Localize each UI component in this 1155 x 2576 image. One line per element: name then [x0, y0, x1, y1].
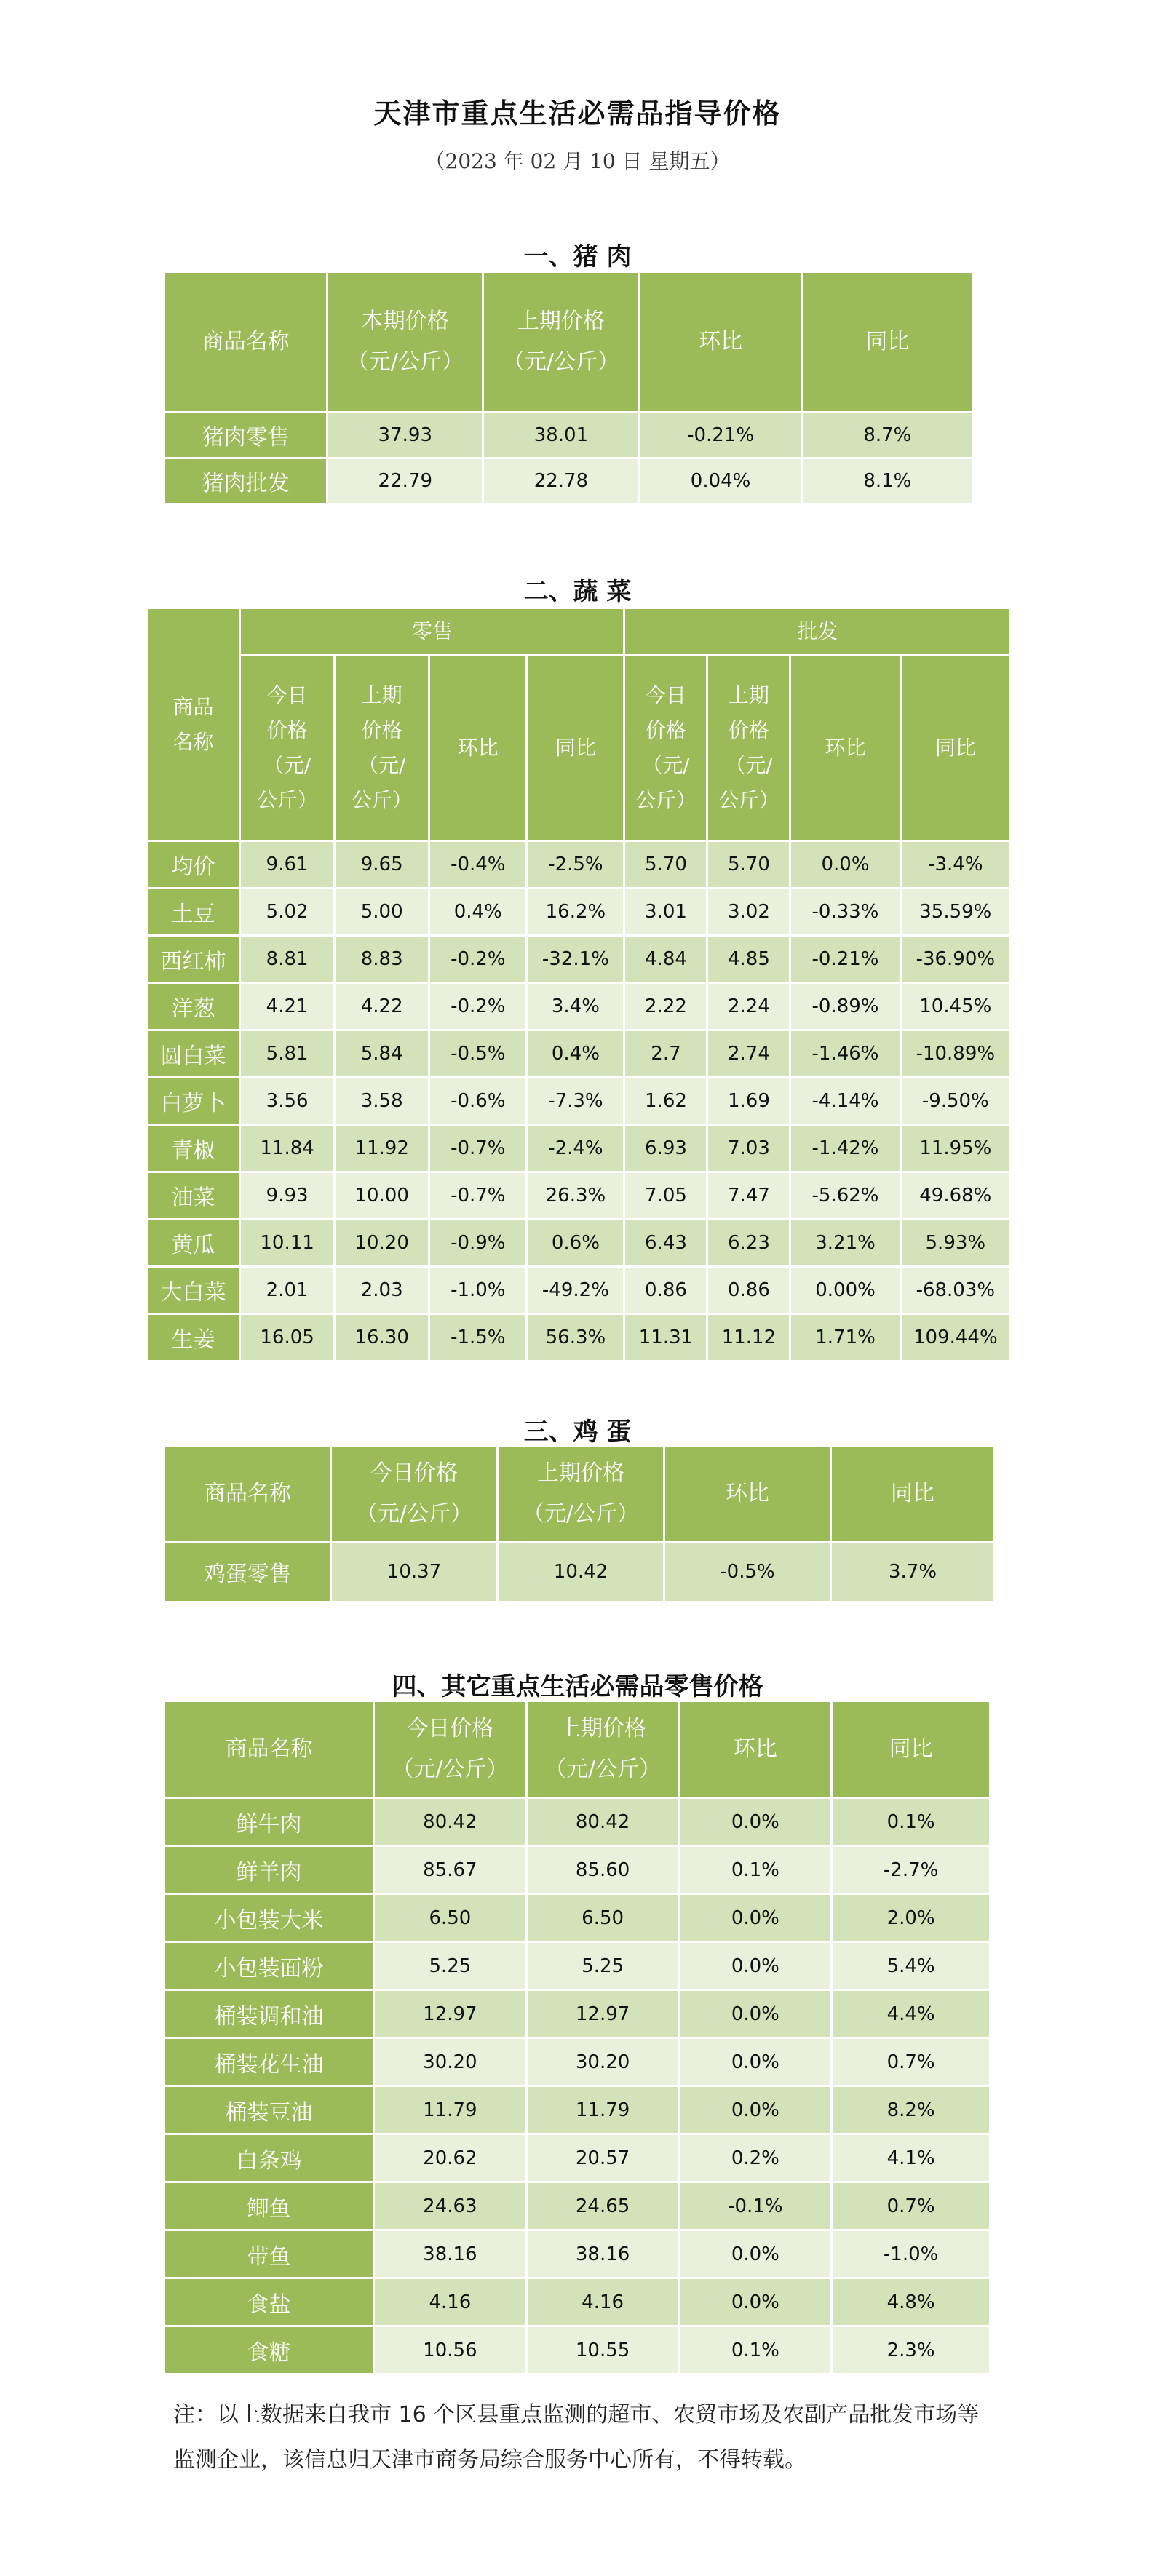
cell-previous: 4.16: [528, 2279, 678, 2325]
cell-r-today: 2.01: [241, 1268, 333, 1313]
cell-w-yoy: -3.4%: [902, 842, 1009, 887]
cell-yoy: -2.7%: [833, 1847, 989, 1893]
row-name: 西红柿: [148, 937, 239, 982]
cell-r-prev: 5.00: [336, 889, 428, 934]
col-wholesale-mom: 环比: [791, 656, 899, 840]
col-mom: 环比: [680, 1702, 830, 1797]
cell-r-mom: -0.4%: [430, 842, 525, 887]
cell-w-today: 11.31: [625, 1315, 706, 1360]
cell-mom: -0.21%: [640, 413, 801, 457]
page-date: （2023 年 02 月 10 日 星期五）: [424, 149, 731, 173]
row-name: 鲫鱼: [165, 2183, 373, 2229]
col-today-price: 今日价格 （元/公斤）: [375, 1702, 525, 1797]
cell-previous: 24.65: [528, 2183, 678, 2229]
cell-w-yoy: 35.59%: [902, 889, 1009, 934]
cell-w-today: 5.70: [625, 842, 706, 887]
cell-yoy: 3.7%: [832, 1543, 993, 1601]
cell-w-today: 6.93: [625, 1126, 706, 1171]
cell-r-yoy: 16.2%: [528, 889, 623, 934]
cell-r-mom: -0.6%: [430, 1078, 525, 1124]
cell-w-prev: 7.47: [708, 1173, 789, 1218]
cell-yoy: 5.4%: [833, 1943, 989, 1989]
cell-w-yoy: 49.68%: [902, 1173, 1009, 1218]
row-name: 食糖: [165, 2327, 373, 2373]
cell-yoy: -1.0%: [833, 2231, 989, 2277]
cell-yoy: 8.7%: [803, 413, 972, 457]
row-name: 土豆: [148, 889, 239, 934]
cell-previous: 38.16: [528, 2231, 678, 2277]
cell-w-mom: -0.89%: [791, 984, 899, 1029]
cell-r-today: 5.81: [241, 1031, 333, 1076]
cell-w-today: 1.62: [625, 1078, 706, 1124]
cell-mom: 0.0%: [680, 2087, 830, 2133]
col-mom: 环比: [640, 273, 801, 411]
cell-r-yoy: 56.3%: [528, 1315, 623, 1360]
cell-w-yoy: 10.45%: [902, 984, 1009, 1029]
cell-yoy: 8.1%: [803, 459, 972, 503]
cell-r-today: 9.61: [241, 842, 333, 887]
cell-r-today: 10.11: [241, 1220, 333, 1265]
cell-w-mom: -1.46%: [791, 1031, 899, 1076]
cell-mom: 0.0%: [680, 2039, 830, 2085]
table-row: [165, 2279, 989, 2325]
table-row: [165, 2135, 989, 2181]
row-name: 油菜: [148, 1173, 239, 1218]
table-row: [148, 842, 1009, 887]
table-row: [148, 1268, 1009, 1313]
row-name: 大白菜: [148, 1268, 239, 1313]
cell-mom: 0.0%: [680, 1799, 830, 1845]
cell-r-today: 16.05: [241, 1315, 333, 1360]
cell-yoy: 4.4%: [833, 1991, 989, 2037]
cell-yoy: 8.2%: [833, 2087, 989, 2133]
col-name: 商品名称: [165, 1447, 330, 1541]
cell-previous: 12.97: [528, 1991, 678, 2037]
cell-r-yoy: -32.1%: [528, 937, 623, 982]
table-row: [165, 2087, 989, 2133]
cell-r-yoy: 0.6%: [528, 1220, 623, 1265]
row-name: 鲜牛肉: [165, 1799, 373, 1845]
cell-previous: 30.20: [528, 2039, 678, 2085]
cell-today: 80.42: [375, 1799, 525, 1845]
cell-today: 4.16: [375, 2279, 525, 2325]
cell-w-yoy: 5.93%: [902, 1220, 1009, 1265]
table-row: [148, 889, 1009, 934]
cell-previous: 38.01: [484, 413, 638, 457]
table-row: [165, 1943, 989, 1989]
table-row: [165, 2327, 989, 2373]
table-row: [165, 1895, 989, 1941]
row-name: 青椒: [148, 1126, 239, 1171]
cell-w-mom: -0.21%: [791, 937, 899, 982]
cell-r-mom: -0.2%: [430, 984, 525, 1029]
cell-previous: 10.55: [528, 2327, 678, 2373]
cell-r-prev: 8.83: [336, 937, 428, 982]
table-row: [148, 937, 1009, 982]
table-row: [148, 1173, 1009, 1218]
cell-w-prev: 6.23: [708, 1220, 789, 1265]
cell-r-prev: 16.30: [336, 1315, 428, 1360]
col-yoy: 同比: [833, 1702, 989, 1797]
cell-w-yoy: -36.90%: [902, 937, 1009, 982]
vegetables-table: [146, 607, 1012, 1362]
cell-w-today: 2.22: [625, 984, 706, 1029]
cell-r-mom: -0.9%: [430, 1220, 525, 1265]
col-wholesale-yoy: 同比: [902, 656, 1009, 840]
row-name: 桶装豆油: [165, 2087, 373, 2133]
table-row: [148, 1031, 1009, 1076]
footnote: 注：以上数据来自我市 16 个区县重点监测的超市、农贸市场及农副产品批发市场等监测企业，该信息归天津市商务局综合服务中心所有，不得转载。: [173, 2402, 980, 2473]
table-row: [165, 2183, 989, 2229]
cell-r-prev: 9.65: [336, 842, 428, 887]
col-wholesale-today: 今日 价格 （元/ 公斤）: [625, 656, 706, 840]
col-name: 商品名称: [165, 1702, 373, 1797]
cell-w-mom: -0.33%: [791, 889, 899, 934]
cell-r-prev: 2.03: [336, 1268, 428, 1313]
cell-yoy: 2.3%: [833, 2327, 989, 2373]
col-retail-yoy: 同比: [528, 656, 623, 840]
cell-r-today: 4.21: [241, 984, 333, 1029]
cell-w-prev: 2.24: [708, 984, 789, 1029]
cell-today: 12.97: [375, 1991, 525, 2037]
section-vegetables-heading: 二、蔬 菜: [523, 577, 632, 606]
cell-today: 11.79: [375, 2087, 525, 2133]
cell-w-yoy: 109.44%: [902, 1315, 1009, 1360]
cell-r-mom: -0.2%: [430, 937, 525, 982]
cell-w-prev: 3.02: [708, 889, 789, 934]
row-name: 桶装调和油: [165, 1991, 373, 2037]
row-name: 均价: [148, 842, 239, 887]
row-name: 圆白菜: [148, 1031, 239, 1076]
cell-w-today: 7.05: [625, 1173, 706, 1218]
cell-r-prev: 10.20: [336, 1220, 428, 1265]
row-name: 白萝卜: [148, 1078, 239, 1124]
group-wholesale: 批发: [625, 609, 1009, 654]
cell-today: 6.50: [375, 1895, 525, 1941]
table-row: [148, 1126, 1009, 1171]
cell-yoy: 4.1%: [833, 2135, 989, 2181]
cell-previous: 85.60: [528, 1847, 678, 1893]
cell-today: 20.62: [375, 2135, 525, 2181]
cell-w-prev: 5.70: [708, 842, 789, 887]
cell-today: 24.63: [375, 2183, 525, 2229]
cell-current: 22.79: [328, 459, 482, 503]
cell-yoy: 0.1%: [833, 1799, 989, 1845]
row-name: 小包装面粉: [165, 1943, 373, 1989]
cell-w-today: 6.43: [625, 1220, 706, 1265]
cell-w-mom: 0.0%: [791, 842, 899, 887]
col-previous-price: 上期价格 （元/公斤）: [499, 1447, 663, 1541]
cell-previous: 80.42: [528, 1799, 678, 1845]
cell-r-today: 11.84: [241, 1126, 333, 1171]
table-row: [165, 1991, 989, 2037]
table-row: [165, 1799, 989, 1845]
eggs-table: [163, 1445, 996, 1603]
cell-today: 10.56: [375, 2327, 525, 2373]
cell-r-today: 8.81: [241, 937, 333, 982]
col-wholesale-prev: 上期 价格 （元/ 公斤）: [708, 656, 789, 840]
cell-mom: 0.0%: [680, 2279, 830, 2325]
cell-w-today: 2.7: [625, 1031, 706, 1076]
cell-w-mom: -1.42%: [791, 1126, 899, 1171]
cell-today: 38.16: [375, 2231, 525, 2277]
row-name: 猪肉零售: [165, 413, 326, 457]
row-name: 白条鸡: [165, 2135, 373, 2181]
cell-previous: 5.25: [528, 1943, 678, 1989]
cell-w-prev: 2.74: [708, 1031, 789, 1076]
section-others-heading: 四、其它重点生活必需品零售价格: [392, 1672, 763, 1701]
row-name: 生姜: [148, 1315, 239, 1360]
cell-previous: 6.50: [528, 1895, 678, 1941]
col-previous-price: 上期价格 （元/公斤）: [484, 273, 638, 411]
cell-r-mom: -0.7%: [430, 1173, 525, 1218]
col-mom: 环比: [665, 1447, 830, 1541]
cell-mom: 0.0%: [680, 2231, 830, 2277]
cell-r-yoy: -7.3%: [528, 1078, 623, 1124]
cell-r-yoy: 26.3%: [528, 1173, 623, 1218]
cell-mom: -0.5%: [665, 1543, 830, 1601]
table-row: [165, 413, 972, 457]
table-row: [148, 1220, 1009, 1265]
col-yoy: 同比: [803, 273, 972, 411]
row-name: 食盐: [165, 2279, 373, 2325]
cell-previous: 11.79: [528, 2087, 678, 2133]
cell-r-today: 3.56: [241, 1078, 333, 1124]
col-retail-mom: 环比: [430, 656, 525, 840]
row-name: 小包装大米: [165, 1895, 373, 1941]
cell-r-prev: 4.22: [336, 984, 428, 1029]
cell-r-prev: 10.00: [336, 1173, 428, 1218]
cell-r-mom: 0.4%: [430, 889, 525, 934]
pork-table: [163, 271, 974, 505]
col-retail-today: 今日 价格 （元/ 公斤）: [241, 656, 333, 840]
row-name: 桶装花生油: [165, 2039, 373, 2085]
cell-w-yoy: 11.95%: [902, 1126, 1009, 1171]
cell-r-mom: -1.5%: [430, 1315, 525, 1360]
cell-today: 10.37: [332, 1543, 496, 1601]
cell-previous: 20.57: [528, 2135, 678, 2181]
section-eggs-heading: 三、鸡 蛋: [523, 1418, 632, 1447]
row-name: 鸡蛋零售: [165, 1543, 330, 1601]
cell-w-prev: 11.12: [708, 1315, 789, 1360]
cell-w-mom: -4.14%: [791, 1078, 899, 1124]
cell-mom: 0.0%: [680, 1943, 830, 1989]
cell-r-yoy: -2.5%: [528, 842, 623, 887]
table-row: [165, 1543, 993, 1601]
cell-r-mom: -0.7%: [430, 1126, 525, 1171]
col-previous-price: 上期价格 （元/公斤）: [528, 1702, 678, 1797]
cell-today: 30.20: [375, 2039, 525, 2085]
table-row: [165, 459, 972, 503]
cell-w-today: 0.86: [625, 1268, 706, 1313]
table-row: [148, 1315, 1009, 1360]
cell-mom: 0.2%: [680, 2135, 830, 2181]
cell-w-yoy: -9.50%: [902, 1078, 1009, 1124]
cell-previous: 22.78: [484, 459, 638, 503]
col-name: 商品 名称: [148, 609, 239, 840]
cell-r-today: 5.02: [241, 889, 333, 934]
cell-today: 5.25: [375, 1943, 525, 1989]
table-row: [148, 1078, 1009, 1124]
section-pork-heading: 一、猪 肉: [523, 242, 632, 271]
cell-r-today: 9.93: [241, 1173, 333, 1218]
cell-r-prev: 3.58: [336, 1078, 428, 1124]
row-name: 带鱼: [165, 2231, 373, 2277]
cell-previous: 10.42: [499, 1543, 663, 1601]
col-today-price: 今日价格 （元/公斤）: [332, 1447, 496, 1541]
cell-w-mom: 0.00%: [791, 1268, 899, 1313]
cell-r-prev: 5.84: [336, 1031, 428, 1076]
cell-r-yoy: -2.4%: [528, 1126, 623, 1171]
cell-yoy: 2.0%: [833, 1895, 989, 1941]
row-name: 黄瓜: [148, 1220, 239, 1265]
cell-w-yoy: -68.03%: [902, 1268, 1009, 1313]
cell-w-prev: 0.86: [708, 1268, 789, 1313]
row-name: 猪肉批发: [165, 459, 326, 503]
table-row: [165, 2231, 989, 2277]
table-row: [165, 1847, 989, 1893]
cell-mom: 0.0%: [680, 1895, 830, 1941]
row-name: 鲜羊肉: [165, 1847, 373, 1893]
cell-current: 37.93: [328, 413, 482, 457]
cell-w-prev: 1.69: [708, 1078, 789, 1124]
cell-today: 85.67: [375, 1847, 525, 1893]
cell-w-mom: -5.62%: [791, 1173, 899, 1218]
cell-r-prev: 11.92: [336, 1126, 428, 1171]
table-row: [165, 2039, 989, 2085]
others-table: [163, 1700, 991, 2375]
cell-r-mom: -0.5%: [430, 1031, 525, 1076]
cell-w-today: 4.84: [625, 937, 706, 982]
group-retail: 零售: [241, 609, 623, 654]
cell-yoy: 0.7%: [833, 2039, 989, 2085]
cell-mom: 0.1%: [680, 2327, 830, 2373]
col-retail-prev: 上期 价格 （元/ 公斤）: [336, 656, 428, 840]
cell-yoy: 4.8%: [833, 2279, 989, 2325]
cell-w-mom: 1.71%: [791, 1315, 899, 1360]
col-name: 商品名称: [165, 273, 326, 411]
cell-w-mom: 3.21%: [791, 1220, 899, 1265]
cell-w-today: 3.01: [625, 889, 706, 934]
cell-mom: 0.04%: [640, 459, 801, 503]
cell-yoy: 0.7%: [833, 2183, 989, 2229]
page-title: 天津市重点生活必需品指导价格: [373, 98, 782, 130]
col-yoy: 同比: [832, 1447, 993, 1541]
cell-mom: -0.1%: [680, 2183, 830, 2229]
cell-w-yoy: -10.89%: [902, 1031, 1009, 1076]
table-row: [148, 984, 1009, 1029]
cell-w-prev: 7.03: [708, 1126, 789, 1171]
cell-r-yoy: 0.4%: [528, 1031, 623, 1076]
col-current-price: 本期价格 （元/公斤）: [328, 273, 482, 411]
cell-r-yoy: -49.2%: [528, 1268, 623, 1313]
cell-mom: 0.0%: [680, 1991, 830, 2037]
cell-w-prev: 4.85: [708, 937, 789, 982]
cell-mom: 0.1%: [680, 1847, 830, 1893]
cell-r-yoy: 3.4%: [528, 984, 623, 1029]
row-name: 洋葱: [148, 984, 239, 1029]
cell-r-mom: -1.0%: [430, 1268, 525, 1313]
